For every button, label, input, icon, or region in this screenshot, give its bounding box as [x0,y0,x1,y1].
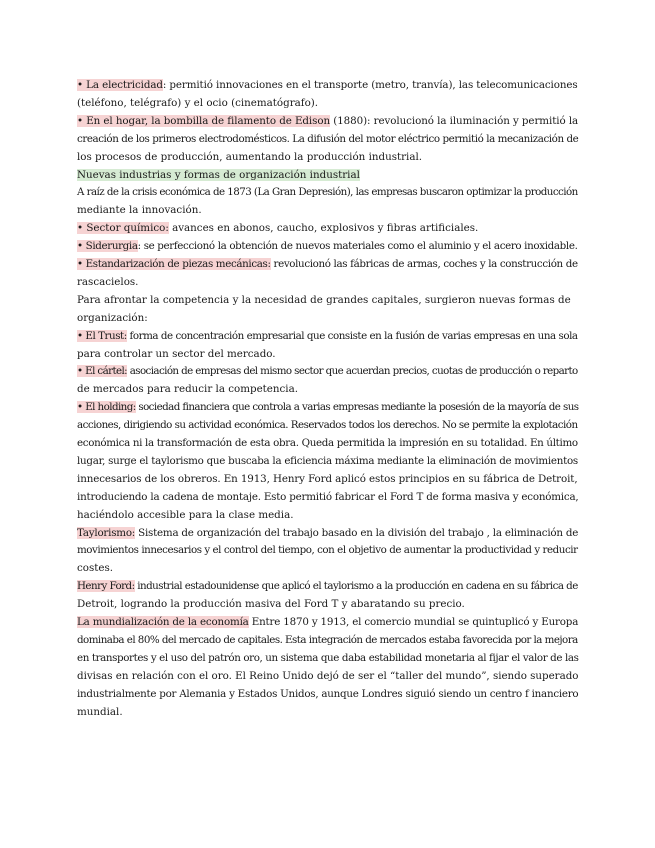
line-text: acciones, dirigiendo su actividad económica. Reservados todos los derechos. No se permite la explotación [77,419,578,432]
line-text: para controlar un sector del mercado. [77,347,276,360]
line-text: Sistema de organización del trabajo basado en la división del trabajo , la eliminación de [135,526,579,539]
text-line [77,419,578,432]
line-text: forma de concentración empresarial que consiste en la fusión de varias empresas en una sola [126,329,578,342]
text-line [77,527,578,540]
highlighted-term: • El cártel: [77,365,128,378]
text-line [77,294,571,307]
line-text: asociación de empresas del mismo sector que acuerdan precios, cuotas de producción o reparto [127,365,578,378]
text-line [77,151,422,164]
highlighted-term: Henry Ford: [77,580,135,593]
text-line [77,491,578,504]
line-text: dominaba el 80% del mercado de capitales. Esta integración de mercados estaba favorecida por la mejora [77,633,578,646]
text-line [77,706,123,719]
text-line [77,169,360,182]
line-text: industrialmente por Alemania y Estados Unidos, aunque Londres siguió siendo un centro f inanciero [77,687,579,700]
highlighted-term: • El Trust: [77,329,127,342]
line-text: costes. [77,562,114,575]
line-text: Detroit, logrando la producción masiva del Ford T y abaratando su precio. [77,598,465,611]
line-text: revolucionó las fábricas de armas, coches y la construcción de [270,258,578,270]
line-text: : se perfeccionó la obtención de nuevos materiales como el aluminio y el acero inoxidable. [137,240,578,253]
text-line [77,115,578,128]
line-text: mediante la innovación. [77,204,202,217]
line-text: avances en abonos, caucho, explosivos y fibras artificiales. [168,222,479,235]
text-line [77,204,202,217]
text-line [77,312,148,325]
text-line [77,240,578,253]
highlighted-term: La mundialización de la economía [77,616,249,628]
line-text: (teléfono, telégrafo) y el ocio (cinematógrafo). [77,96,319,109]
text-line [77,670,578,683]
text-line [77,97,318,110]
line-text: industrial estadounidense que aplicó el taylorismo a la producción en cadena en su fábrica de [134,580,578,593]
line-text: Entre 1870 y 1913, el comercio mundial se quintuplicó y Europa [248,616,579,628]
line-text: (1880): revolucionó la iluminación y permitió la [330,114,579,127]
text-line [77,598,465,611]
text-line [77,401,578,414]
text-line [77,580,578,593]
text-line [77,473,578,486]
line-text: lugar, surge el taylorismo que buscaba la eficiencia máxima mediante la eliminación de movimientos [77,454,578,467]
text-line [77,455,578,468]
line-text: en transportes y el uso del patrón oro, un sistema que daba estabilidad monetaria al fijar el valor de las [77,651,579,664]
text-line [77,186,578,199]
text-line [77,133,578,146]
text-line [77,688,578,701]
line-text: de mercados para reducir la competencia. [77,383,299,396]
text-line [77,276,138,289]
text-line [77,365,578,378]
line-text: los procesos de producción, aumentando la producción industrial. [77,150,423,163]
text-line [77,348,276,361]
line-text: sociedad financiera que controla a varias empresas mediante la posesión de la mayoría de sus [135,401,579,414]
line-text: rascacielos. [77,275,139,288]
text-line [77,544,578,557]
text-line [77,79,578,92]
highlighted-term: • En el hogar, la bombilla de filamento de Edison [77,114,331,127]
text-line [77,222,478,235]
line-text: Para afrontar la competencia y la necesidad de grandes capitales, surgieron nuevas formas de [77,293,571,306]
text-line [77,634,578,647]
line-text: A raíz de la crisis económica de 1873 (La Gran Depresión), las empresas buscaron optimizar la producción [77,186,578,199]
text-line [77,330,578,343]
line-text: haciéndolo accesible para la clase media. [77,508,294,521]
line-text: divisas en relación con el oro. El Reino Unido dejó de ser el “taller del mundo”, siendo superado [77,669,579,682]
line-text: económica ni la transformación de esta obra. Queda permitida la impresión en su totalidad. En último [77,437,578,449]
highlighted-term: • La electricidad [77,79,163,91]
line-text: innecesarios de los obreros. En 1913, Henry Ford aplicó estos principios en su fábrica de Detroit, [77,472,578,485]
highlighted-term: • El holding: [77,401,136,414]
text-line [77,562,113,575]
highlighted-term: Taylorismo: [77,526,136,539]
text-line [77,383,298,396]
highlighted-term: • Estandarización de piezas mecánicas: [77,258,271,270]
text-line [77,652,579,665]
line-text: organización: [77,311,148,324]
line-text: movimientos innecesarios y el control del tiempo, con el objetivo de aumentar la productividad y reducir [77,544,578,557]
highlighted-term: • Sector químico: [77,222,169,235]
line-text: mundial. [77,705,123,718]
highlighted-term: • Siderurgia [77,240,138,253]
text-line [77,437,578,450]
line-text: creación de los primeros electrodomésticos. La difusión del motor eléctrico permitió la mecanización de [77,132,579,145]
text-line [77,616,578,629]
text-line [77,509,293,522]
line-text: : permitió innovaciones en el transporte (metro, tranvía), las telecomunicaciones [162,79,578,91]
text-line [77,258,578,271]
line-text: introduciendo la cadena de montaje. Esto permitió fabricar el Ford T de forma masiva y económica, [77,490,579,503]
section-heading: Nuevas industrias y formas de organización industrial [77,168,360,181]
